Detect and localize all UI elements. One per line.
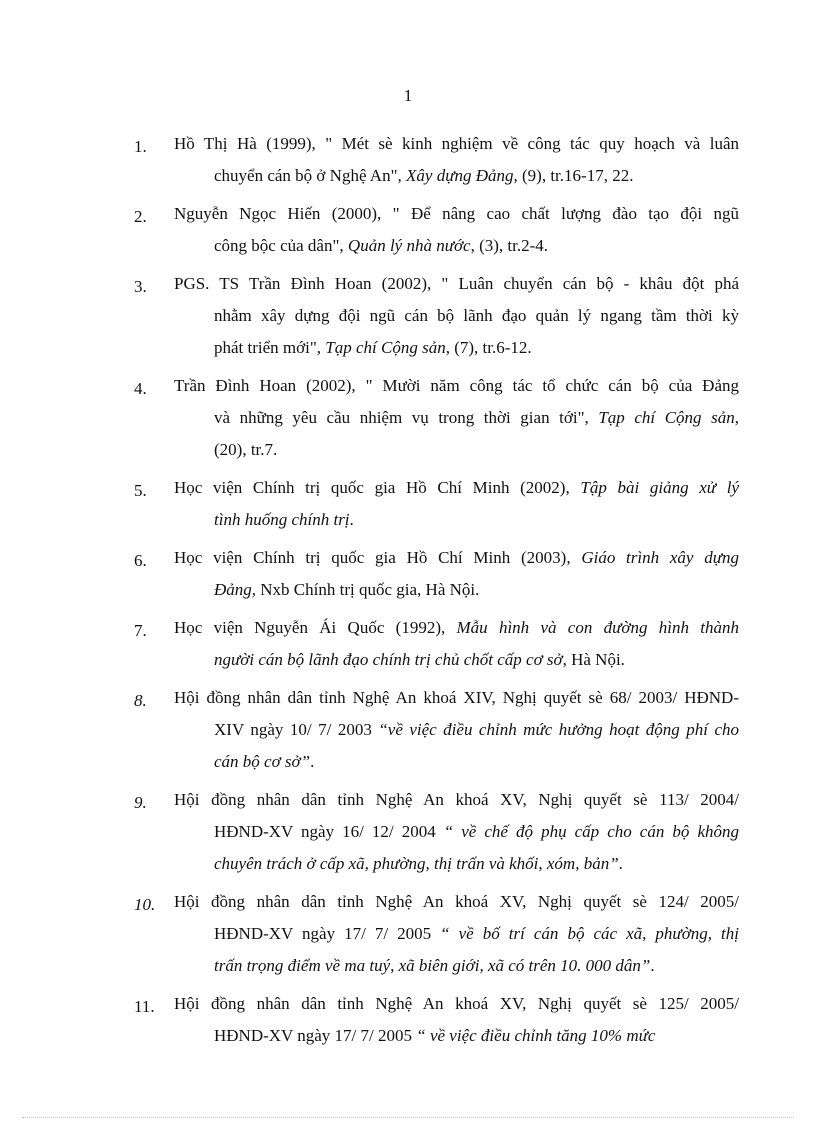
reference-segment: HĐND-XV ngày 17/ 7/ 2005 [214, 1026, 417, 1045]
reference-segment: Học viện Chính trị quốc gia Hồ Chí Minh (2002), [174, 478, 581, 497]
reference-segment: , Hà Nội. [562, 650, 625, 669]
reference-number: 9. [134, 793, 147, 812]
reference-number: 8. [134, 691, 147, 710]
reference-italic-segment: Xây dựng Đảng [406, 166, 514, 185]
reference-segment: phát triển mới", [214, 338, 326, 357]
reference-text [174, 784, 739, 880]
reference-line [174, 886, 739, 918]
reference-line [174, 370, 739, 402]
reference-text [174, 542, 739, 606]
reference-line [174, 504, 739, 536]
reference-text [174, 612, 739, 676]
reference-line [174, 784, 739, 816]
reference-line [174, 848, 739, 880]
reference-item [0, 472, 816, 536]
reference-text [174, 128, 739, 192]
reference-segment: (20), tr.7. [214, 440, 278, 459]
reference-segment: Trần Đình Hoan (2002), " Mười năm công tác tổ chức cán bộ của Đảng [174, 376, 739, 395]
reference-segment: , (7), tr.6-12. [445, 338, 532, 357]
reference-item [0, 128, 816, 192]
reference-line [174, 300, 739, 332]
reference-text [174, 198, 739, 262]
reference-item [0, 682, 816, 778]
reference-line [174, 472, 739, 504]
reference-line [174, 230, 739, 262]
reference-list [0, 128, 816, 1058]
reference-italic-segment: tình huống chính trị [214, 510, 350, 529]
reference-italic-segment: Đảng [214, 580, 252, 599]
reference-text [174, 886, 739, 982]
reference-line [174, 574, 739, 606]
reference-item [0, 370, 816, 466]
reference-text [174, 682, 739, 778]
reference-segment: chuyển cán bộ ở Nghệ An", [214, 166, 407, 185]
reference-line [174, 644, 739, 676]
reference-italic-segment: Giáo trình xây dựng [581, 548, 739, 567]
reference-segment: . [349, 510, 354, 529]
reference-number: 10. [134, 895, 156, 914]
reference-segment: , (3), tr.2-4. [470, 236, 549, 255]
reference-line [174, 918, 739, 950]
reference-text [174, 268, 739, 364]
page-number: 1 [403, 86, 413, 105]
reference-segment: Hồ Thị Hà (1999), " Mét sè kinh nghiệm về công tác quy hoạch và luân [174, 134, 739, 153]
reference-segment: Hội đồng nhân dân tỉnh Nghệ An khoá XV, Nghị quyết sè 124/ 2005/ [174, 892, 739, 911]
reference-line [174, 816, 739, 848]
reference-segment: Hội đồng nhân dân tỉnh Nghệ An khoá XV, Nghị quyết sè 125/ 2005/ [174, 994, 739, 1013]
reference-segment: và những yêu cầu nhiệm vụ trong thời gian tới", [214, 408, 599, 427]
reference-text [174, 988, 739, 1052]
reference-number: 11. [134, 997, 155, 1016]
reference-italic-segment: người cán bộ lãnh đạo chính trị chủ chốt cấp cơ sở [214, 650, 563, 669]
reference-item [0, 542, 816, 606]
reference-item [0, 268, 816, 364]
reference-line [174, 682, 739, 714]
reference-item [0, 198, 816, 262]
reference-segment: công bộc của dân", [214, 236, 348, 255]
reference-segment: HĐND-XV ngày 17/ 7/ 2005 [214, 924, 441, 943]
reference-number: 1. [134, 137, 147, 156]
reference-italic-segment: cán bộ cơ sở” [214, 752, 311, 771]
reference-italic-segment: Tạp chí Cộng sản [325, 338, 446, 357]
reference-segment: , (9), tr.16-17, 22. [513, 166, 634, 185]
reference-item [0, 784, 816, 880]
reference-line [174, 268, 739, 300]
reference-segment: Hội đồng nhân dân tỉnh Nghệ An khoá XIV, Nghị quyết sè 68/ 2003/ HĐND- [174, 688, 739, 707]
reference-line [174, 198, 739, 230]
reference-line [174, 1020, 739, 1052]
reference-italic-segment: trấn trọng điểm về ma tuý, xã biên giới, xã có trên 10. 000 dân” [214, 956, 651, 975]
reference-italic-segment: Tập bài giảng xử lý [580, 478, 739, 497]
reference-number: 5. [134, 481, 147, 500]
reference-segment: Nguyễn Ngọc Hiến (2000), " Để nâng cao chất lượng đào tạo đội ngũ [174, 204, 739, 223]
reference-segment: , [734, 408, 739, 427]
reference-segment: , Nxb Chính trị quốc gia, Hà Nội. [251, 580, 480, 599]
reference-segment: Hội đồng nhân dân tỉnh Nghệ An khoá XV, Nghị quyết sè 113/ 2004/ [174, 790, 739, 809]
reference-segment: . [650, 956, 655, 975]
reference-number: 3. [134, 277, 147, 296]
reference-number: 7. [134, 621, 147, 640]
reference-line [174, 332, 739, 364]
reference-segment: . [310, 752, 315, 771]
reference-item [0, 886, 816, 982]
reference-segment: Học viện Nguyễn Ái Quốc (1992), [174, 618, 457, 637]
reference-line [174, 542, 739, 574]
reference-italic-segment: Tạp chí Cộng sản [598, 408, 735, 427]
reference-line [174, 612, 739, 644]
reference-segment: nhằm xây dựng đội ngũ cán bộ lãnh đạo quản lý ngang tầm thời kỳ [214, 306, 739, 325]
reference-italic-segment: “ về bố trí cán bộ các xã, phường, thị [440, 924, 739, 943]
reference-line [174, 128, 739, 160]
reference-segment: . [618, 854, 623, 873]
reference-italic-segment: “về việc điều chỉnh mức hưởng hoạt động phí cho [378, 720, 740, 739]
page-bottom-divider [22, 1117, 794, 1118]
reference-segment: HĐND-XV ngày 16/ 12/ 2004 [214, 822, 444, 841]
reference-line [174, 988, 739, 1020]
reference-line [174, 434, 739, 466]
reference-segment: Học viện Chính trị quốc gia Hồ Chí Minh (2003), [174, 548, 582, 567]
reference-number: 4. [134, 379, 147, 398]
reference-text [174, 370, 739, 466]
reference-line [174, 402, 739, 434]
reference-item [0, 612, 816, 676]
reference-text [174, 472, 739, 536]
reference-italic-segment: Quản lý nhà nước [347, 236, 471, 255]
reference-segment: PGS. TS Trần Đình Hoan (2002), " Luân chuyển cán bộ - khâu đột phá [174, 274, 739, 293]
reference-number: 2. [134, 207, 147, 226]
reference-italic-segment: “ về chế độ phụ cấp cho cán bộ không [443, 822, 739, 841]
reference-italic-segment: chuyên trách ở cấp xã, phường, thị trấn và khối, xóm, bản” [214, 854, 619, 873]
reference-line [174, 714, 739, 746]
reference-italic-segment: “ về việc điều chỉnh tăng 10% mức [416, 1026, 656, 1045]
reference-number: 6. [134, 551, 147, 570]
reference-segment: XIV ngày 10/ 7/ 2003 [214, 720, 379, 739]
reference-line [174, 746, 739, 778]
reference-italic-segment: Mẫu hình và con đường hình thành [456, 618, 739, 637]
reference-line [174, 950, 739, 982]
reference-line [174, 160, 739, 192]
reference-item [0, 988, 816, 1052]
